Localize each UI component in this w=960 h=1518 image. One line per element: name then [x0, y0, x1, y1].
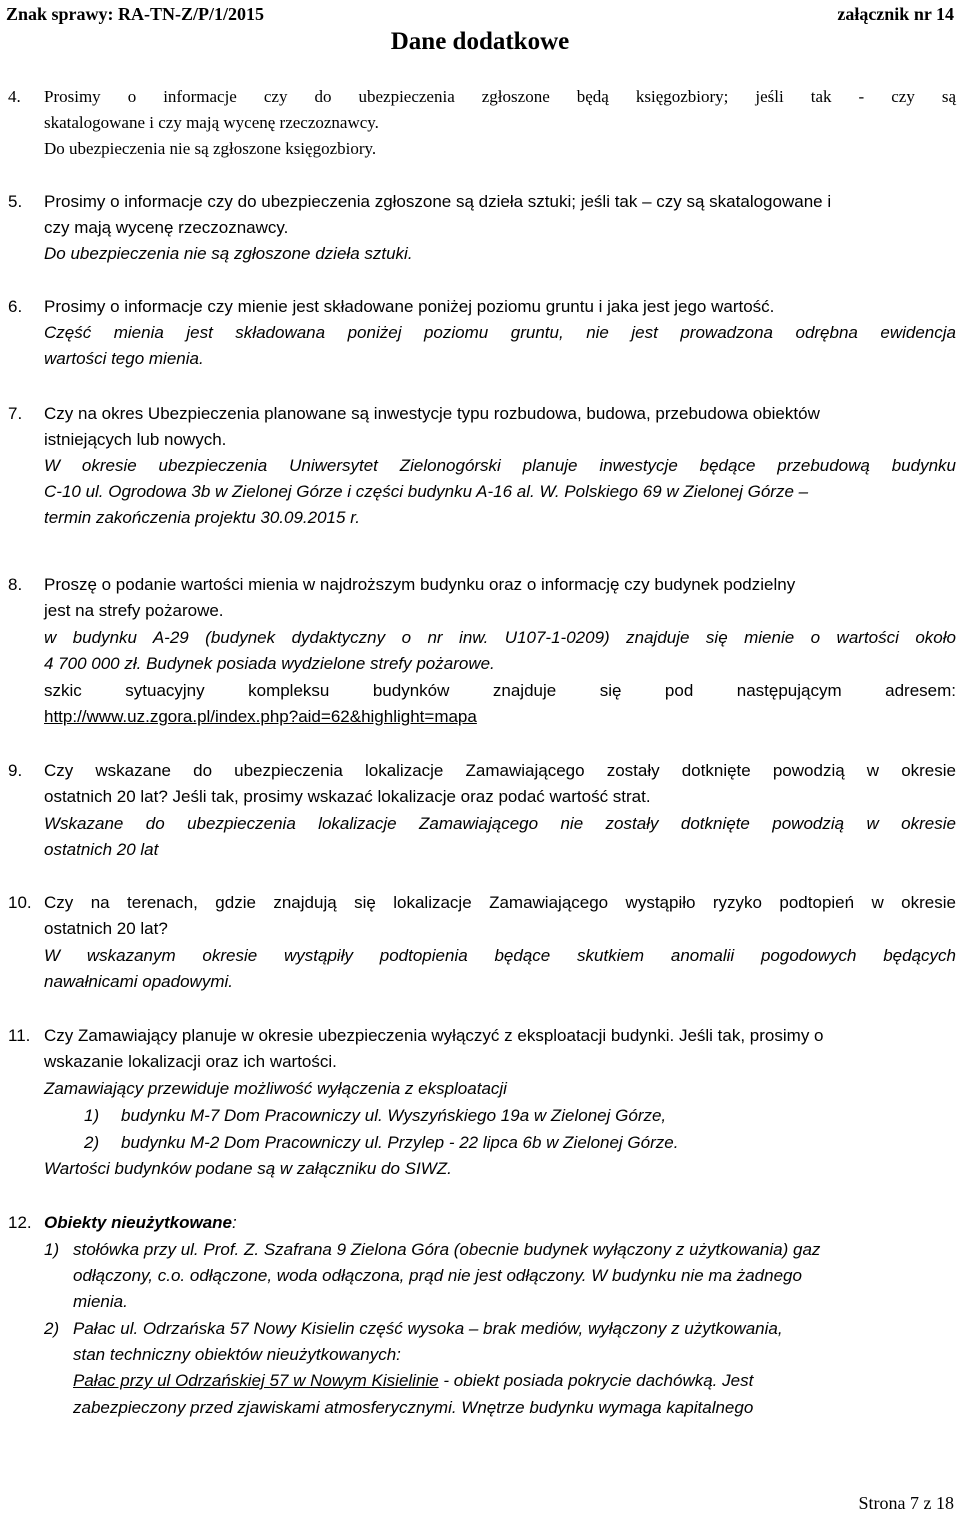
item-10-answer-line-2: nawałnicami opadowymi. — [44, 972, 233, 991]
item-12-heading-text: Obiekty nieużytkowane — [44, 1213, 232, 1232]
page-number: Strona 7 z 18 — [858, 1493, 954, 1513]
item-7-answer-line-3: termin zakończenia projektu 30.09.2015 r. — [44, 508, 360, 527]
item-7-number: 7. — [8, 404, 23, 423]
item-7-question-line-2: istniejących lub nowych. — [44, 430, 227, 449]
item-11-answer-note: Wartości budynków podane są w załączniku do SIWZ. — [44, 1159, 452, 1178]
item-10-question-line-2: ostatnich 20 lat? — [44, 919, 168, 938]
item-8-question-line-1: Proszę o podanie wartości mienia w najdroższym budynku oraz o informację czy budynek podzielny — [44, 575, 796, 594]
item-6-question: Prosimy o informacje czy mienie jest składowane poniżej poziomu gruntu i jaka jest jego wartość. — [44, 297, 775, 316]
item-12-heading — [44, 1212, 237, 1234]
item-6-answer-line-1: Część mienia jest składowana poniżej poziomu gruntu, nie jest prowadzona odrębna ewidencja — [44, 323, 956, 342]
item-12-sub-2-line-3 — [73, 1370, 753, 1392]
item-12-sub-1-number: 1) — [44, 1240, 60, 1259]
item-12-number: 12. — [8, 1213, 32, 1232]
item-12-sub-1-line-1: stołówka przy ul. Prof. Z. Szafrana 9 Zielona Góra (obecnie budynek wyłączony z użytkowania) gaz — [73, 1240, 821, 1259]
item-11-answer-intro: Zamawiający przewiduje możliwość wyłączenia z eksploatacji — [44, 1079, 507, 1098]
item-4-answer: Do ubezpieczenia nie są zgłoszone księgozbiory. — [44, 139, 377, 158]
item-11-question-line-1: Czy Zamawiający planuje w okresie ubezpieczenia wyłączyć z eksploatacji budynki. Jeśli tak, prosimy o — [44, 1026, 824, 1045]
item-12-sub-2-number: 2) — [44, 1319, 60, 1338]
item-12-sub-1-line-3: mienia. — [73, 1292, 128, 1311]
item-8-answer-line-1: w budynku A-29 (budynek dydaktyczny o nr inw. U107-1-0209) znajduje się mienie o wartości około — [44, 628, 956, 647]
palace-name: Pałac przy ul Odrzańskiej 57 w Nowym Kisielinie — [73, 1371, 439, 1390]
item-10-answer-line-1: W wskazanym okresie wystąpiły podtopienia będące skutkiem anomalii pogodowych będących — [44, 946, 956, 965]
item-9-answer-line-2: ostatnich 20 lat — [44, 840, 159, 859]
item-8-question-line-2: jest na strefy pożarowe. — [44, 601, 224, 620]
item-9-question-line-1: Czy wskazane do ubezpieczenia lokalizacje Zamawiającego zostały dotknięte powodzią w okresie — [44, 761, 956, 780]
item-5-question-line-1: Prosimy o informacje czy do ubezpieczenia zgłoszone są dzieła sztuki; jeśli tak – czy są skatalogowane i — [44, 192, 832, 211]
item-11-sub-1-number: 1) — [84, 1106, 100, 1125]
map-link[interactable]: http://www.uz.zgora.pl/index.php?aid=62&highlight=mapa — [44, 707, 477, 726]
item-6-number: 6. — [8, 297, 23, 316]
item-9-answer-line-1: Wskazane do ubezpieczenia lokalizacje Zamawiającego nie zostały dotknięte powodzią w okresie — [44, 814, 956, 833]
item-4-question-line-2: skatalogowane i czy mają wycenę rzeczoznawcy. — [44, 113, 379, 132]
item-10-question-line-1: Czy na terenach, gdzie znajdują się lokalizacje Zamawiającego wystąpiło ryzyko podtopień w okresie — [44, 893, 956, 912]
item-8-number: 8. — [8, 575, 23, 594]
palace-description: - obiekt posiada pokrycie dachówką. Jest — [438, 1371, 754, 1390]
item-11-sub-1-text: budynku M-7 Dom Pracowniczy ul. Wyszyńskiego 19a w Zielonej Górze, — [121, 1106, 667, 1125]
item-12-heading-colon: : — [232, 1213, 237, 1232]
item-9-question-line-2: ostatnich 20 lat? Jeśli tak, prosimy wskazać lokalizacje oraz podać wartość strat. — [44, 787, 651, 806]
item-5-answer: Do ubezpieczenia nie są zgłoszone dzieła sztuki. — [44, 244, 413, 263]
item-12-sub-2-line-1: Pałac ul. Odrzańska 57 Nowy Kisielin część wysoka – brak mediów, wyłączony z użytkowania, — [73, 1319, 783, 1338]
item-11-sub-2-text: budynku M-2 Dom Pracowniczy ul. Przylep - 22 lipca 6b w Zielonej Górze. — [121, 1133, 679, 1152]
item-4-number: 4. — [8, 87, 21, 106]
item-5-question-line-2: czy mają wycenę rzeczoznawcy. — [44, 218, 289, 237]
item-5-number: 5. — [8, 192, 23, 211]
item-7-question-line-1: Czy na okres Ubezpieczenia planowane są inwestycje typu rozbudowa, budowa, przebudowa obiektów — [44, 404, 820, 423]
item-6-answer-line-2: wartości tego mienia. — [44, 349, 204, 368]
item-11-number: 11. — [8, 1026, 31, 1045]
item-4-question-line-1: Prosimy o informacje czy do ubezpieczenia zgłoszone będą księgozbiory; jeśli tak - czy są — [44, 87, 956, 106]
item-12-sub-1-line-2: odłączony, c.o. odłączone, woda odłączona, prąd nie jest odłączony. W budynku nie ma żadnego — [73, 1266, 802, 1285]
case-number: Znak sprawy: RA-TN-Z/P/1/2015 — [6, 4, 265, 24]
item-11-sub-2-number: 2) — [84, 1133, 100, 1152]
item-12-sub-2-line-2: stan techniczny obiektów nieużytkowanych: — [73, 1345, 401, 1364]
item-8-answer-line-2: 4 700 000 zł. Budynek posiada wydzielone strefy pożarowe. — [44, 654, 495, 673]
item-10-number: 10. — [8, 893, 32, 912]
item-12-sub-2-line-4: zabezpieczony przed zjawiskami atmosferycznymi. Wnętrze budynku wymaga kapitalnego — [73, 1398, 754, 1417]
item-7-answer-line-2: C-10 ul. Ogrodowa 3b w Zielonej Górze i części budynku A-16 al. W. Polskiego 69 w Zielonej Górze – — [44, 482, 809, 501]
item-9-number: 9. — [8, 761, 23, 780]
attachment-label: załącznik nr 14 — [837, 4, 954, 24]
page-title: Dane dodatkowe — [390, 28, 570, 55]
item-11-question-line-2: wskazanie lokalizacji oraz ich wartości. — [44, 1052, 337, 1071]
item-8-map-sentence: szkic sytuacyjny kompleksu budynków znajduje się pod następującym adresem: — [44, 681, 956, 700]
item-7-answer-line-1: W okresie ubezpieczenia Uniwersytet Zielonogórski planuje inwestycje będące przebudową budynku — [44, 456, 956, 475]
